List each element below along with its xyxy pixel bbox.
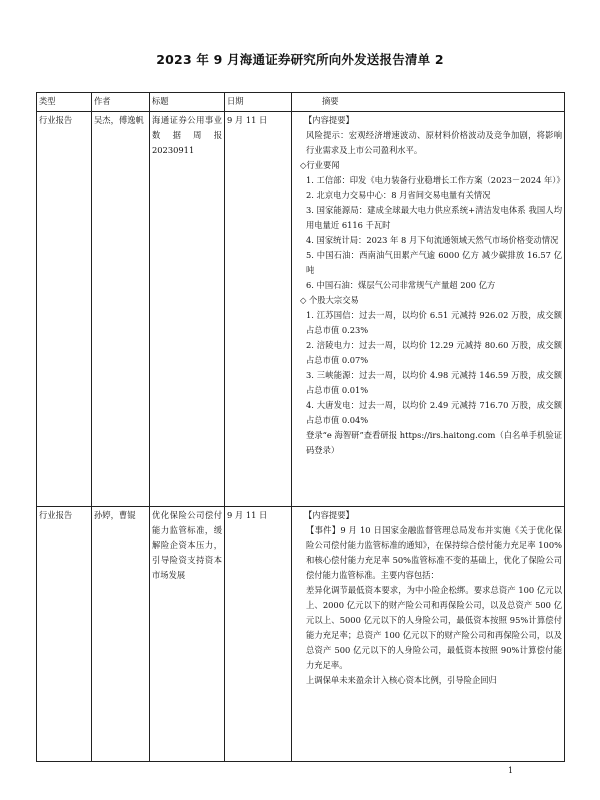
page-title: 2023 年 9 月海通证券研究所向外发送报告清单 2 <box>156 52 444 67</box>
header-date: 日期 <box>225 93 292 112</box>
cell-author: 孙婷，曹锟 <box>92 507 150 762</box>
summary-paragraph: 【内容提要】 <box>304 115 354 125</box>
header-type: 类型 <box>37 93 92 112</box>
cell-subject: 海通证券公用事业数据周报 20230911 <box>150 112 225 507</box>
cell-date: 9 月 11 日 <box>225 112 292 507</box>
summary-paragraph: 4. 大唐发电：过去一周，以均价 2.49 元减持 716.70 万股，成交额占总市值 0.04% <box>306 400 562 425</box>
summary-paragraph: 1. 江苏国信：过去一周，以均价 6.51 元减持 926.02 万股，成交额占总市值 0.23% <box>306 310 562 335</box>
summary-paragraph: 5. 中国石油：西南油气田累产气逾 6000 亿方 减少碳排放 16.57 亿吨 <box>306 250 562 275</box>
summary-paragraph: 3. 国家能源局：建成全球最大电力供应系统+清洁发电体系 我国人均用电量近 6116 千瓦时 <box>306 205 562 230</box>
summary-paragraph: 2. 涪陵电力：过去一周，以均价 12.29 元减持 80.60 万股，成交额占总市值 0.07% <box>306 340 562 365</box>
header-summary: 摘要 <box>292 93 565 112</box>
summary-paragraph: 登录“e 海智研”查看研报 https://irs.haitong.com（白名单手机验证码登录） <box>306 430 562 455</box>
table-header-row <box>37 93 565 112</box>
cell-date: 9 月 11 日 <box>225 507 292 762</box>
summary-paragraph: ◇行业要闻 <box>300 160 340 170</box>
summary-paragraph: 1. 工信部：印发《电力装备行业稳增长工作方案（2023－2024 年）》 <box>306 175 565 185</box>
cell-type: 行业报告 <box>37 507 92 762</box>
cell-type: 行业报告 <box>37 112 92 507</box>
summary-paragraph: 3. 三峡能源：过去一周，以均价 4.98 元减持 146.59 万股，成交额占总市值 0.01% <box>306 370 562 395</box>
summary-paragraph: 差异化调节最低资本要求，为中小险企松绑。要求总资产 100 亿元以上、2000 亿元以下的财产险公司和再保险公司，以及总资产 500 亿元以上、5000 亿元以下的人身险公司，最低资本按照 95%计算偿付能力充足率；总资产 100 亿元以下的财产险公司和再保险公司，以及总资产 500 亿元以下的人身险公司，最低资本按照 90%计算偿付能力充足率。 <box>306 585 562 670</box>
table-row <box>37 112 565 507</box>
summary-paragraph: 上调保单未来盈余计入核心资本比例，引导险企回归 <box>306 675 497 685</box>
summary-paragraph: 【事件】9 月 10 日国家金融监督管理总局发布并实施《关于优化保险公司偿付能力监管标准的通知》，在保持综合偿付能力充足率 100%和核心偿付能力充足率 50%监管标准不变的基础上，优化了保险公司偿付能力监管标准。主要内容包括： <box>306 525 562 580</box>
cell-summary <box>292 507 565 762</box>
summary-paragraph: 【内容提要】 <box>304 510 354 520</box>
summary-paragraph: ◇ 个股大宗交易 <box>300 295 359 305</box>
cell-summary <box>292 112 565 507</box>
page-number: 1 <box>508 766 514 775</box>
report-table <box>36 92 565 762</box>
summary-paragraph: 6. 中国石油：煤层气公司非常规气产量超 200 亿方 <box>306 280 496 290</box>
table-row <box>37 507 565 762</box>
summary-paragraph: 风险提示：宏观经济增速波动、原材料价格波动及竞争加剧，将影响行业需求及上市公司盈利水平。 <box>306 130 562 155</box>
header-subject: 标题 <box>150 93 225 112</box>
cell-author: 吴杰，傅逸帆 <box>92 112 150 507</box>
header-author: 作者 <box>92 93 150 112</box>
summary-paragraph: 2. 北京电力交易中心：8 月省间交易电量有关情况 <box>306 190 491 200</box>
cell-subject: 优化保险公司偿付能力监管标准，缓解险企资本压力，引导险资支持资本市场发展 <box>150 507 225 762</box>
summary-paragraph: 4. 国家统计局：2023 年 8 月下旬流通领域天然气市场价格变动情况 <box>306 235 559 245</box>
